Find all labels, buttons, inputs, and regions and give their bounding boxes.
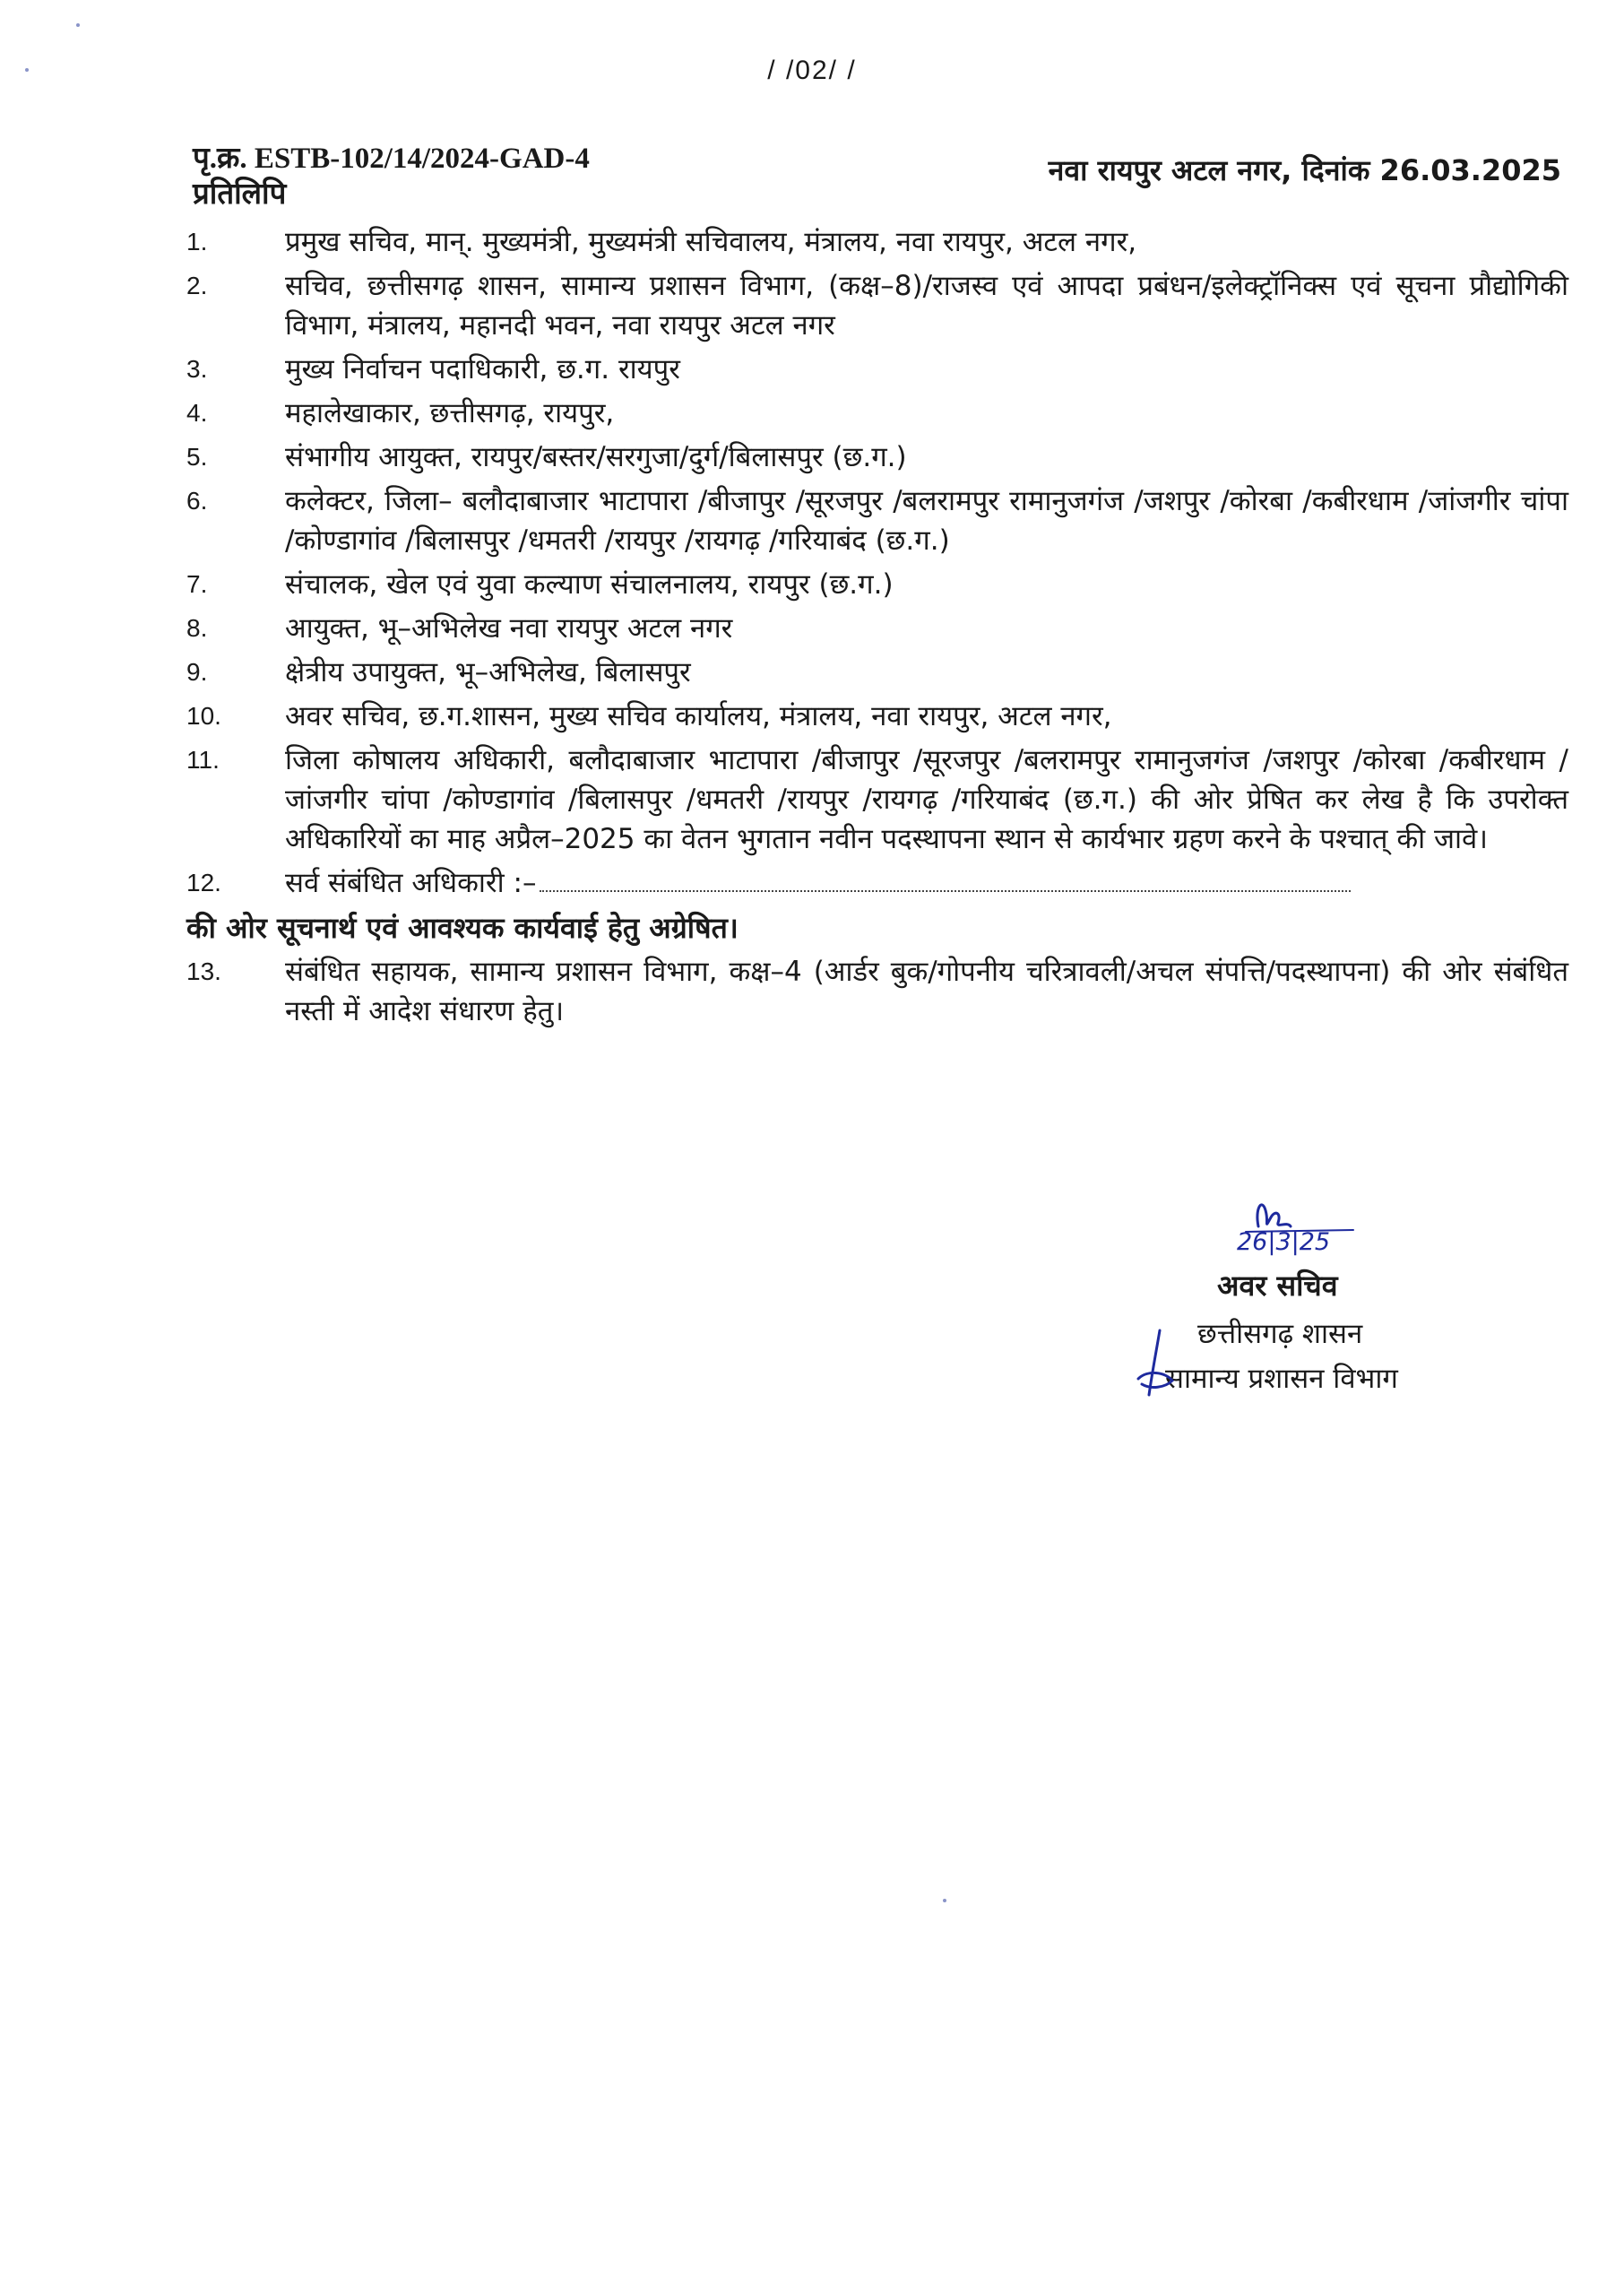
list-item <box>0 565 1624 604</box>
item-text: जिला कोषालय अधिकारी, बलौदाबाजार भाटापारा /बीजापुर /सूरजपुर /बलरामपुर रामानुजगंज /जशपुर /कोरबा /कबीरधाम /जांजगीर चांपा /कोण्डागांव /बिलासपुर /धमतरी /रायपुर /रायगढ़ /गरियाबंद (छ.ग.) की ओर प्रेषित कर लेख है कि उपरोक्त अधिकारियों का माह अप्रैल–2025 का वेतन भुगतान नवीन पदस्थापना स्थान से कार्यभार ग्रहण करने के पश्चात् की जावे। <box>285 744 1568 855</box>
copy-heading: प्रतिलिपि <box>193 176 287 211</box>
list-item <box>0 740 1624 859</box>
item-number: 2. <box>186 272 208 299</box>
signatory-title: अवर सचिव <box>1217 1269 1338 1303</box>
item-text-container <box>285 863 1568 903</box>
dotted-fill-line <box>540 870 1351 892</box>
list-item <box>0 609 1624 648</box>
list-item <box>0 863 1624 903</box>
list-item <box>0 266 1624 345</box>
scan-speck <box>25 68 29 72</box>
reference-number: पृ.क्र. ESTB-102/14/2024-GAD-4 <box>193 143 590 175</box>
item-number: 13. <box>186 957 221 985</box>
item-number: 7. <box>186 570 208 598</box>
item-text: महालेखाकार, छत्तीसगढ़, रायपुर, <box>285 397 615 429</box>
item-text: सचिव, छत्तीसगढ़ शासन, सामान्य प्रशासन विभाग, (कक्ष–8)/राजस्व एवं आपदा प्रबंधन/इलेक्ट्रॉनिक्स एवं सूचना प्रौद्योगिकी विभाग, मंत्रालय, महानदी भवन, नवा रायपुर अटल नगर <box>285 270 1568 342</box>
item-text: आयुक्त, भू–अभिलेख नवा रायपुर अटल नगर <box>285 612 733 645</box>
item-number: 3. <box>186 355 208 383</box>
item-number: 12. <box>186 869 221 896</box>
scan-speck <box>943 1899 946 1902</box>
item-number: 6. <box>186 487 208 515</box>
signatory-department: सामान्य प्रशासन विभाग <box>1165 1363 1398 1395</box>
item-text: मुख्य निर्वाचन पदाधिकारी, छ.ग. रायपुर <box>285 353 680 385</box>
item-text: संबंधित सहायक, सामान्य प्रशासन विभाग, कक्ष–4 (आर्डर बुक/गोपनीय चरित्रावली/अचल संपत्ति/पदस्थापना) की ओर संबंधित नस्ती में आदेश संधारण हेतु। <box>285 956 1568 1027</box>
page-number: / /02/ / <box>767 56 857 85</box>
list-item <box>0 222 1624 262</box>
item-number: 4. <box>186 399 208 427</box>
item-text: प्रमुख सचिव, मान्. मुख्यमंत्री, मुख्यमंत्री सचिवालय, मंत्रालय, नवा रायपुर, अटल नगर, <box>285 226 1137 258</box>
item-number: 8. <box>186 614 208 642</box>
item-number: 11. <box>186 746 220 774</box>
distribution-list <box>0 222 1624 1035</box>
item-number: 10. <box>186 702 221 730</box>
initial-scribble <box>1129 1325 1183 1406</box>
item-number: 9. <box>186 658 208 686</box>
item-text: संभागीय आयुक्त, रायपुर/बस्तर/सरगुजा/दुर्ग/बिलासपुर (छ.ग.) <box>285 441 907 473</box>
list-item <box>0 437 1624 477</box>
forward-note: की ओर सूचनार्थ एवं आवश्यक कार्यवाई हेतु अग्रेषित। <box>186 911 739 945</box>
list-item <box>0 394 1624 433</box>
item-text: सर्व संबंधित अधिकारी :– <box>285 867 537 899</box>
list-item <box>0 481 1624 560</box>
signatory-government: छत्तीसगढ़ शासन <box>1197 1318 1363 1350</box>
list-item <box>0 350 1624 389</box>
item-text: कलेक्टर, जिला– बलौदाबाजार भाटापारा /बीजापुर /सूरजपुर /बलरामपुर रामानुजगंज /जशपुर /कोरबा /कबीरधाम /जांजगीर चांपा /कोण्डागांव /बिलासपुर /धमतरी /रायपुर /रायगढ़ /गरियाबंद (छ.ग.) <box>285 485 1568 557</box>
item-number: 5. <box>186 443 208 471</box>
item-number: 1. <box>186 228 208 255</box>
item-text: संचालक, खेल एवं युवा कल्याण संचालनालय, रायपुर (छ.ग.) <box>285 568 894 601</box>
list-item <box>0 697 1624 736</box>
scan-speck <box>76 23 80 27</box>
place-and-date: नवा रायपुर अटल नगर, दिनांक 26.03.2025 <box>1048 153 1561 187</box>
item-text: क्षेत्रीय उपायुक्त, भू–अभिलेख, बिलासपुर <box>285 656 691 688</box>
signature-date: 26|3|25 <box>1237 1228 1331 1256</box>
list-item <box>0 653 1624 692</box>
item-text: अवर सचिव, छ.ग.शासन, मुख्य सचिव कार्यालय, मंत्रालय, नवा रायपुर, अटल नगर, <box>285 700 1112 732</box>
list-item <box>0 952 1624 1031</box>
